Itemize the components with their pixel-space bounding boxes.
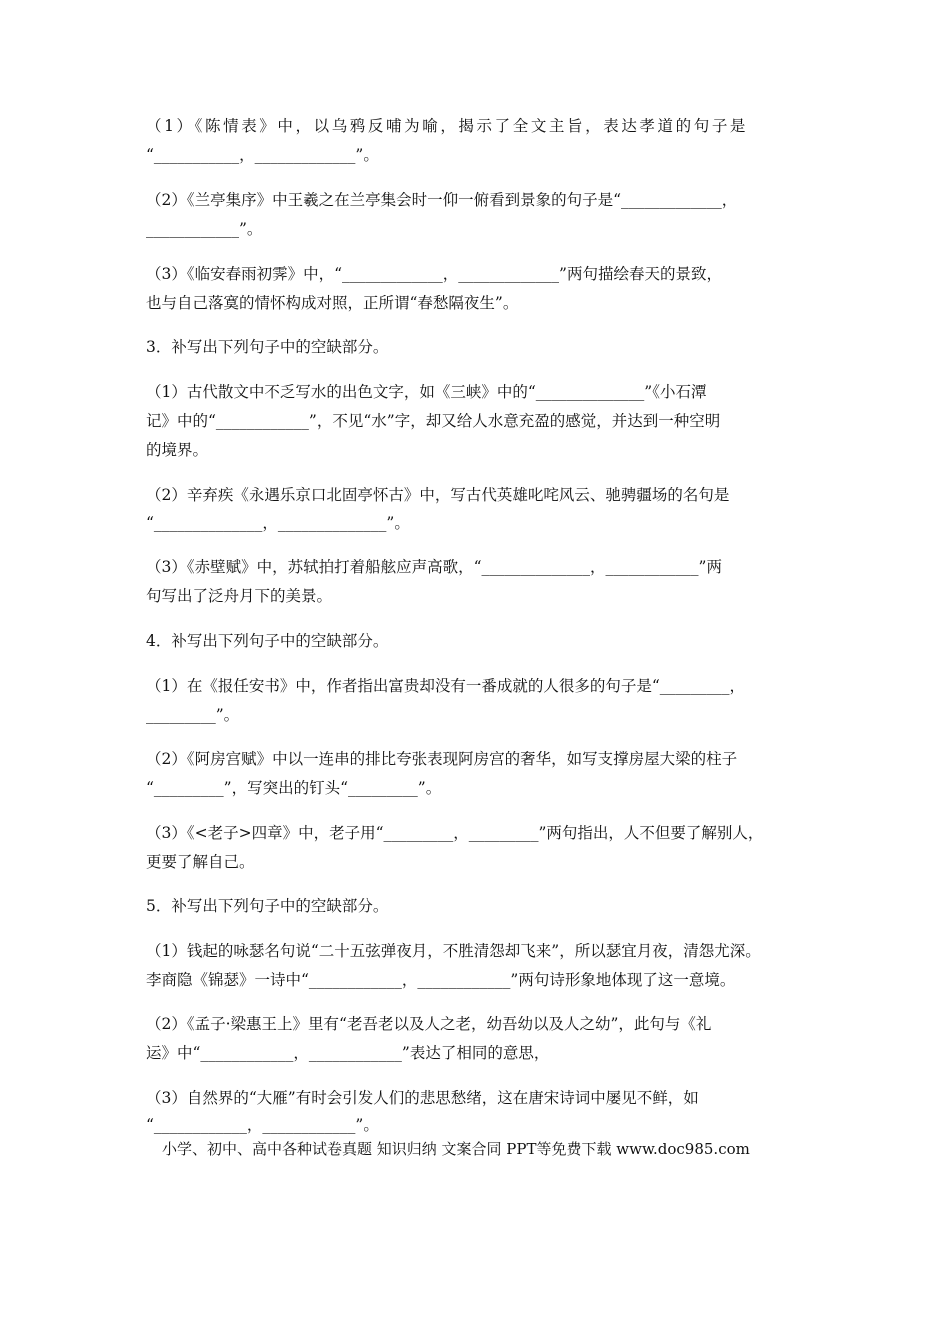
section-heading: 4．补写出下列句子中的空缺部分。 — [146, 632, 389, 650]
text-line: （1）钱起的咏瑟名句说“二十五弦弹夜月，不胜清怨却飞来”，所以瑟宜月夜，清怨尤深。 — [146, 942, 761, 960]
text-line: “____________，____________”。 — [146, 1116, 379, 1134]
text-line: （2）《兰亭集序》中王羲之在兰亭集会时一仰一俯看到景象的句子是“_____________， — [146, 191, 738, 209]
text-line: （3）自然界的“大雁”有时会引发人们的悲思愁绪，这在唐宋诗词中屡见不鲜，如 — [146, 1089, 699, 1107]
text-line: （2）《孟子·梁惠王上》里有“老吾老以及人之老，幼吾幼以及人之幼”，此句与《礼 — [146, 1015, 712, 1033]
text-line: （1）《陈情表》中，以乌鸦反哺为喻，揭示了全文主旨，表达孝道的句子是 — [146, 117, 749, 135]
text-line: “_________”，写突出的钉头“_________”。 — [146, 779, 442, 797]
text-line: （3）《临安春雨初霁》中，“_____________，_____________”两句描绘春天的景致， — [146, 265, 722, 283]
text-line: ____________”。 — [146, 220, 263, 238]
text-line: （2）辛弃疾《永遇乐京口北固亭怀古》中，写古代英雄叱咤风云、驰骋疆场的名句是 — [146, 486, 730, 504]
text-line: （1）古代散文中不乏写水的出色文字，如《三峡》中的“______________”《小石潭 — [146, 383, 707, 401]
text-line: （2）《阿房宫赋》中以一连串的排比夸张表现阿房宫的奢华，如写支撑房屋大梁的柱子 — [146, 750, 738, 768]
text-line: 的境界。 — [146, 441, 209, 459]
text-line: （1）在《报任安书》中，作者指出富贵却没有一番成就的人很多的句子是“_________， — [146, 677, 746, 695]
section-heading: 3．补写出下列句子中的空缺部分。 — [146, 338, 389, 356]
text-line: 运》中“____________，____________”表达了相同的意思， — [146, 1044, 550, 1062]
text-line: （3）《<老子>四章》中，老子用“_________，_________”两句指出，人不但要了解别人， — [146, 824, 764, 842]
text-line: （3）《赤壁赋》中，苏轼拍打着船舷应声高歌，“______________，____________”两 — [146, 558, 722, 576]
page-footer: 小学、初中、高中各种试卷真题 知识归纳 文案合同 PPT等免费下载 www.doc985.com — [162, 1140, 750, 1158]
text-line: 李商隐《锦瑟》一诗中“____________，____________”两句诗形象地体现了这一意境。 — [146, 971, 736, 989]
text-line: 句写出了泛舟月下的美景。 — [146, 587, 333, 605]
text-line: 更要了解自己。 — [146, 853, 255, 871]
text-line: “______________，______________”。 — [146, 514, 410, 532]
text-line: 也与自己落寞的情怀构成对照，正所谓“春愁隔夜生”。 — [146, 294, 519, 312]
text-line: _________”。 — [146, 706, 240, 724]
section-heading: 5．补写出下列句子中的空缺部分。 — [146, 897, 389, 915]
text-line: 记》中的“____________”，不见“水”字，却又给人水意充盈的感觉，并达到一种空明 — [146, 412, 721, 430]
text-line: “___________，_____________”。 — [146, 146, 379, 164]
